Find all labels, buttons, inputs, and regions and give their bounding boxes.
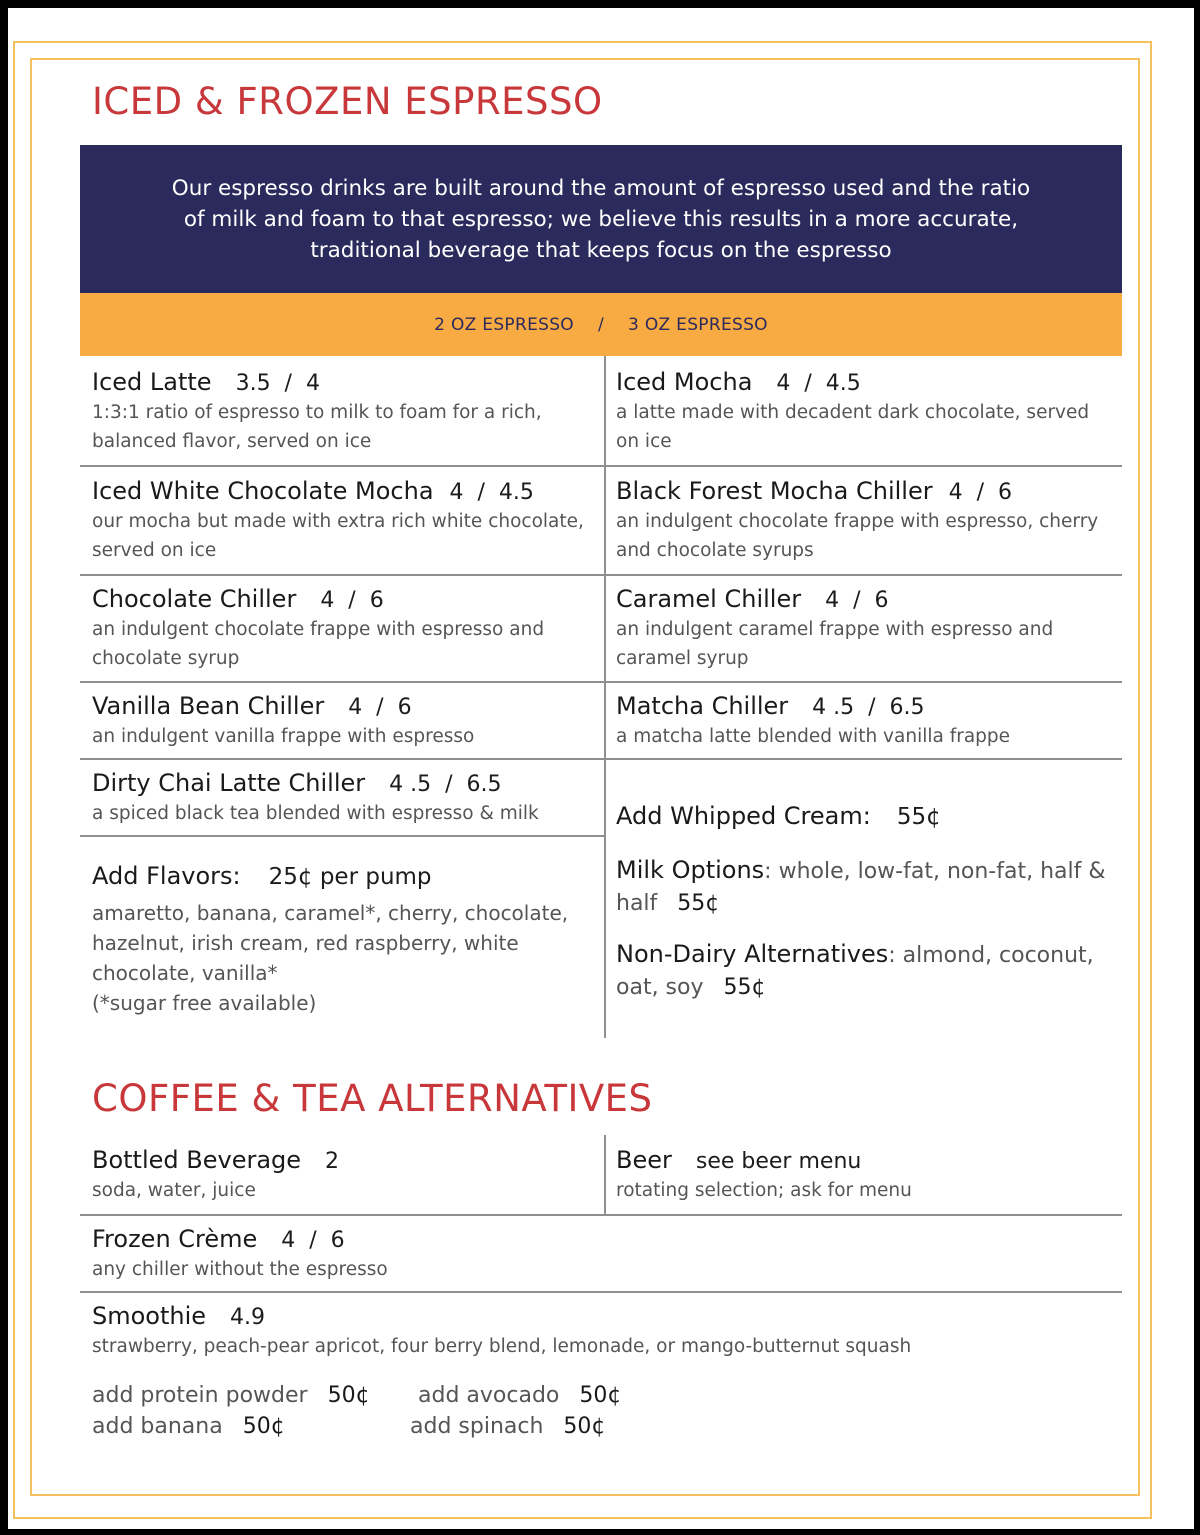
extra-price: 50¢ xyxy=(242,1414,285,1439)
menu-item xyxy=(92,368,597,456)
item-description: 1:3:1 ratio of espresso to milk to foam for a rich, balanced flavor, served on ice xyxy=(92,402,542,452)
extra-price: 50¢ xyxy=(327,1383,370,1408)
non-dairy-list: : almond, coconut, oat, soy xyxy=(616,943,1094,1000)
section-title-alternatives: COFFEE & TEA ALTERNATIVES xyxy=(92,1077,653,1120)
item-name: Dirty Chai Latte Chiller xyxy=(92,769,366,797)
intro-text: Our espresso drinks are built around the amount of espresso used and the ratio of milk and foam to that espresso; we believe this results in a more accurate, traditional beverage that keeps focus on the espresso xyxy=(171,175,1031,263)
size-bar xyxy=(80,293,1122,356)
row-divider xyxy=(80,1214,1122,1216)
item-name: Bottled Beverage xyxy=(92,1146,302,1174)
item-price: 4 / 6 xyxy=(348,695,412,720)
row-divider xyxy=(80,465,1122,467)
menu-item xyxy=(92,477,597,565)
row-divider xyxy=(80,835,604,837)
add-flavors-block xyxy=(92,862,597,1018)
whipped-cream-price: 55¢ xyxy=(896,804,941,830)
item-name: Chocolate Chiller xyxy=(92,585,297,613)
size-large-label: 3 OZ ESPRESSO xyxy=(628,314,768,335)
menu-item xyxy=(92,1146,597,1205)
item-description: our mocha but made with extra rich white chocolate, served on ice xyxy=(92,511,584,561)
item-description: an indulgent vanilla frappe with espresso xyxy=(92,726,475,747)
item-name: Iced Latte xyxy=(92,368,212,396)
extra-option xyxy=(410,1414,605,1439)
extra-label: add protein powder xyxy=(92,1383,308,1408)
menu-item xyxy=(92,1225,1092,1284)
item-price: 4 .5 / 6.5 xyxy=(812,695,925,720)
milk-options-label: Milk Options xyxy=(616,856,765,884)
item-description: soda, water, juice xyxy=(92,1180,256,1201)
item-description: any chiller without the espresso xyxy=(92,1259,388,1280)
non-dairy-price: 55¢ xyxy=(723,975,766,1000)
menu-item xyxy=(616,368,1111,456)
intro-box xyxy=(80,145,1122,293)
whipped-cream-label: Add Whipped Cream: xyxy=(616,802,871,830)
flavors-list xyxy=(92,898,597,1018)
item-price: 4 / 6 xyxy=(825,588,889,613)
item-name: Caramel Chiller xyxy=(616,585,802,613)
item-description: a latte made with decadent dark chocolate, served on ice xyxy=(616,402,1090,452)
item-name: Black Forest Mocha Chiller xyxy=(616,477,933,505)
item-price: see beer menu xyxy=(695,1149,862,1174)
size-separator: / xyxy=(597,314,605,335)
item-price: 4 / 6 xyxy=(320,588,384,613)
item-name: Matcha Chiller xyxy=(616,692,789,720)
row-divider xyxy=(80,758,1122,760)
menu-item xyxy=(616,477,1111,565)
extra-label: add avocado xyxy=(418,1383,560,1408)
item-description: rotating selection; ask for menu xyxy=(616,1180,912,1201)
item-price: 4 / 6 xyxy=(948,480,1012,505)
item-name: Iced White Chocolate Mocha xyxy=(92,477,434,505)
row-divider xyxy=(80,574,1122,576)
item-name: Beer xyxy=(616,1146,672,1174)
item-description: a spiced black tea blended with espresso & milk xyxy=(92,803,539,824)
section-title-iced-frozen: ICED & FROZEN ESPRESSO xyxy=(92,80,603,123)
item-name: Smoothie xyxy=(92,1302,207,1330)
item-description: a matcha latte blended with vanilla frappe xyxy=(616,726,1011,747)
item-description: strawberry, peach-pear apricot, four berry blend, lemonade, or mango-butternut squash xyxy=(92,1336,912,1357)
extra-option xyxy=(418,1383,621,1408)
menu-item xyxy=(616,692,1111,751)
row-divider xyxy=(80,1291,1122,1293)
non-dairy-label: Non-Dairy Alternatives xyxy=(616,940,889,968)
milk-options-list: : whole, low-fat, non-fat, half & half xyxy=(616,859,1106,916)
add-flavors-price: 25¢ per pump xyxy=(268,864,432,890)
item-price: 4 .5 / 6.5 xyxy=(389,772,502,797)
item-description: an indulgent caramel frappe with espresso and caramel syrup xyxy=(616,619,1054,669)
extra-label: add banana xyxy=(92,1414,223,1439)
flavors-list-text: amaretto, banana, caramel*, cherry, chocolate, hazelnut, irish cream, red raspberry, white chocolate, vanilla* xyxy=(92,901,569,985)
extra-option xyxy=(92,1383,370,1408)
item-name: Frozen Crème xyxy=(92,1225,258,1253)
extra-price: 50¢ xyxy=(579,1383,622,1408)
flavors-note: (*sugar free available) xyxy=(92,991,317,1015)
menu-item xyxy=(92,585,597,673)
milk-options-price: 55¢ xyxy=(677,891,720,916)
item-name: Iced Mocha xyxy=(616,368,753,396)
item-description: an indulgent chocolate frappe with espresso and chocolate syrup xyxy=(92,619,545,669)
item-price: 3.5 / 4 xyxy=(235,371,320,396)
whipped-cream-option xyxy=(616,802,1111,830)
extra-option xyxy=(92,1414,285,1439)
menu-item xyxy=(616,1146,1111,1205)
size-small-label: 2 OZ ESPRESSO xyxy=(434,314,574,335)
extra-label: add spinach xyxy=(410,1414,544,1439)
item-price: 4 / 6 xyxy=(281,1228,345,1253)
extra-price: 50¢ xyxy=(563,1414,606,1439)
column-divider xyxy=(604,1135,606,1215)
item-price: 4 / 4.5 xyxy=(449,480,534,505)
item-description: an indulgent chocolate frappe with espresso, cherry and chocolate syrups xyxy=(616,511,1099,561)
item-price: 4.9 xyxy=(230,1305,266,1330)
item-price: 4 / 4.5 xyxy=(776,371,861,396)
row-divider xyxy=(80,681,1122,683)
item-name: Vanilla Bean Chiller xyxy=(92,692,325,720)
add-flavors-label: Add Flavors: xyxy=(92,862,241,890)
menu-item xyxy=(616,585,1111,673)
milk-options xyxy=(616,854,1106,920)
menu-item xyxy=(92,1302,1102,1361)
column-divider xyxy=(604,356,606,1038)
item-price: 2 xyxy=(325,1149,340,1174)
menu-item xyxy=(92,692,597,751)
non-dairy-options xyxy=(616,938,1111,1004)
menu-item xyxy=(92,769,597,828)
